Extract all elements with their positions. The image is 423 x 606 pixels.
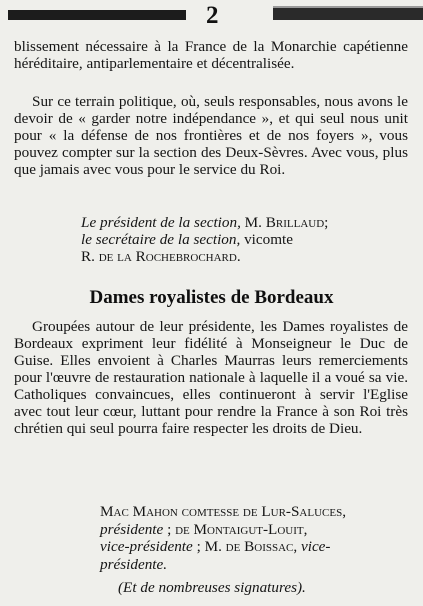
article-1-paragraph-1 [14,38,408,72]
article-1-signatures [14,214,408,265]
president-name: M. Brillaud; [244,214,329,231]
signature-line-3 [14,538,408,556]
article-1-paragraph-2 [14,93,408,178]
header-rule-left [8,10,186,20]
page-number: 2 [206,2,219,29]
secretary-signature-line [14,231,408,248]
signatory-second-vice-president-role-start: vice- [300,538,331,555]
secretary-name: R. de la Rochebrochard. [81,248,241,265]
president-role: Le président de la section, [81,214,241,231]
article-1-paragraph-1-text: blissement nécessaire à la France de la Monarchie capétienne héréditaire, antiparlementaire et décentralisée. [14,38,408,72]
signatory-second-vice-president-role-end: présidente. [100,555,168,573]
secretary-role: le secrétaire de la section, [81,231,241,248]
secretary-name-line [14,248,408,265]
signatory-vice-president-name: ; de Montaigut-Louit, [167,520,308,538]
page-header [0,0,423,34]
closing-note: (Et de nombreuses signatures). [118,579,306,596]
signatory-second-vice-president-name: ; M. de Boissac, [196,538,298,555]
secretary-title: vicomte [244,231,293,248]
signature-line-1 [14,503,408,521]
header-rule-right [273,6,423,20]
article-2-paragraph-1-text: Groupées autour de leur présidente, les Dames royalistes de Bordeaux expriment leur fidélité à Monseigneur le Duc de Guise. Elles envoient à Charles Maurras leurs remerciements pour l'œuvre de restauration nationale à laquelle il a voué sa vie. Catholiques convaincues, elles continueront à servir l'Eglise avec tout leur cœur, luttant pour rendre la France à son Roi très chrétien qui seul pourra faire respecter les droits de Dieu. [14,318,408,437]
article-2-title: Dames royalistes de Bordeaux [89,287,334,308]
signatory-president-name: Mac Mahon comtesse de Lur-Saluces, [100,503,347,520]
signatory-vice-president-role: vice-présidente [100,538,193,555]
article-2-paragraph-1 [14,318,408,437]
president-signature-line [14,214,408,231]
signatory-president-role: présidente [100,520,164,538]
article-1-paragraph-2-text: Sur ce terrain politique, où, seuls responsables, nous avons le devoir de « garder notre indépendance », et qui seul nous unit pour « la défense de nos frontières et de nos foyers », vous pouvez compter sur la section des Deux-Sèvres. Avec vous, plus que jamais avec vous pour le service du Roi. [14,93,408,178]
signature-closing [14,579,408,597]
article-2-signatures [14,503,408,597]
signature-line-2 [14,521,408,539]
signature-line-4 [14,556,408,574]
